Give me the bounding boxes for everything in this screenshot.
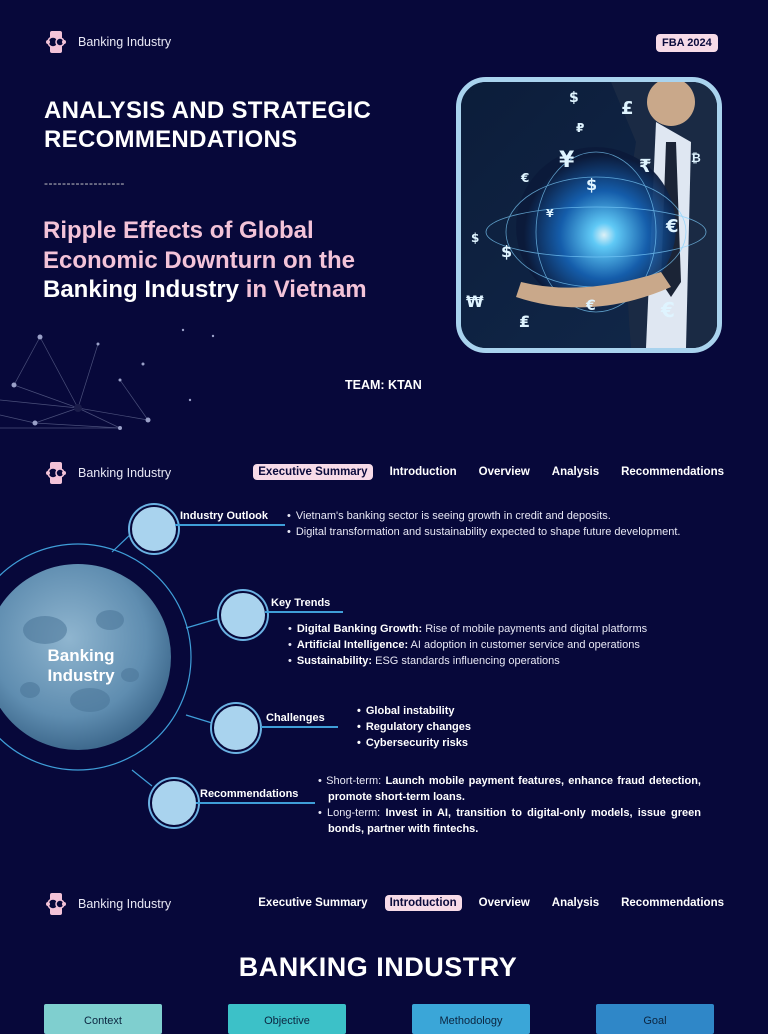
- key-trends-list: [288, 621, 728, 669]
- brand-name: Banking Industry: [78, 35, 172, 49]
- subtitle: [43, 216, 403, 305]
- label-recommendations: Recommendations: [196, 788, 315, 804]
- nav-recommendations[interactable]: Recommendations: [621, 897, 724, 909]
- brand-name: Banking Industry: [78, 466, 172, 480]
- network-decoration: [0, 320, 230, 440]
- subtitle-part-1: Ripple Effects of Global Economic Downturn on the: [43, 217, 355, 274]
- svg-text:₤: ₤: [519, 312, 531, 331]
- subtitle-part-4: Vietnam: [273, 276, 367, 303]
- card-context[interactable]: Context: [44, 1004, 162, 1034]
- node-recommendations[interactable]: [150, 779, 198, 827]
- bank-logo-icon: [44, 29, 68, 55]
- svg-text:€: €: [666, 216, 679, 237]
- nav-recommendations[interactable]: Recommendations: [621, 466, 724, 478]
- svg-text:¥: ¥: [559, 148, 575, 173]
- svg-text:€: €: [586, 298, 596, 314]
- svg-text:₩: ₩: [466, 292, 484, 311]
- list-item: • Sustainability: ESG standards influencing operations: [288, 653, 728, 669]
- list-item: • Vietnam's banking sector is seeing growth in credit and deposits.: [287, 508, 757, 524]
- brand-name: Banking Industry: [78, 897, 172, 911]
- card-objective[interactable]: Objective: [228, 1004, 346, 1034]
- node-challenges[interactable]: [212, 704, 260, 752]
- node-industry-outlook[interactable]: [130, 505, 178, 553]
- label-industry-outlook: Industry Outlook: [175, 510, 285, 526]
- divider: ------------------: [44, 176, 125, 190]
- node-key-trends[interactable]: [219, 591, 267, 639]
- nav-introduction[interactable]: Introduction: [389, 466, 457, 478]
- bank-logo-icon: [44, 891, 68, 917]
- globe-currency-illustration: [461, 82, 717, 348]
- section-title: BANKING INDUSTRY: [238, 952, 518, 982]
- svg-text:₿: ₿: [691, 151, 701, 165]
- card-goal[interactable]: Goal: [596, 1004, 714, 1034]
- list-item: • Regulatory changes: [357, 719, 557, 735]
- center-label-line-1: Banking: [47, 646, 115, 665]
- nav-bar-1: [241, 464, 729, 480]
- svg-text:$: $: [471, 231, 480, 245]
- title-line-2: RECOMMENDATIONS: [44, 126, 298, 153]
- subtitle-part-2: Banking Industry: [43, 276, 240, 303]
- nav-executive-summary[interactable]: Executive Summary: [253, 464, 372, 480]
- bank-logo-icon: [44, 460, 68, 486]
- svg-text:€: €: [661, 298, 675, 322]
- recommendation-long-term: • Long-term: Invest in AI, transition to digital-only models, issue green bonds, partner with fintechs.: [318, 807, 701, 835]
- challenges-list: [357, 703, 557, 751]
- label-key-trends: Key Trends: [265, 597, 343, 613]
- nav-bar-2: [241, 895, 729, 911]
- nav-analysis[interactable]: Analysis: [551, 466, 600, 478]
- center-label-line-2: Industry: [47, 666, 115, 685]
- recommendations-list: [318, 773, 701, 837]
- card-methodology[interactable]: Methodology: [412, 1004, 530, 1034]
- brand-header-3[interactable]: [44, 891, 171, 917]
- label-challenges: Challenges: [261, 712, 338, 728]
- brand-header-2[interactable]: [44, 460, 171, 486]
- list-item: • Digital transformation and sustainability expected to shape future development.: [287, 524, 757, 540]
- center-label: [36, 646, 126, 686]
- nav-executive-summary[interactable]: Executive Summary: [258, 897, 368, 909]
- industry-outlook-list: [287, 508, 757, 540]
- team-label: TEAM: KTAN: [345, 378, 422, 392]
- svg-text:$: $: [586, 175, 598, 194]
- svg-text:£: £: [621, 98, 634, 119]
- nav-analysis[interactable]: Analysis: [551, 897, 600, 909]
- svg-text:₽: ₽: [576, 121, 585, 135]
- list-item: • Global instability: [357, 703, 557, 719]
- hero-image: [456, 77, 722, 353]
- nav-overview[interactable]: Overview: [478, 897, 530, 909]
- list-item: • Digital Banking Growth: Rise of mobile payments and digital platforms: [288, 621, 728, 637]
- svg-text:₹: ₹: [639, 156, 652, 177]
- recommendation-short-term: • Short-term: Launch mobile payment features, enhance fraud detection, promote short-term loans.: [318, 775, 701, 803]
- svg-text:€: €: [521, 171, 530, 185]
- list-item: • Cybersecurity risks: [357, 735, 557, 751]
- year-badge: FBA 2024: [656, 34, 718, 52]
- svg-text:$: $: [569, 90, 579, 106]
- list-item: • Artificial Intelligence: AI adoption in customer service and operations: [288, 637, 728, 653]
- nav-overview[interactable]: Overview: [478, 466, 530, 478]
- subtitle-part-3: in: [239, 276, 274, 303]
- svg-text:$: $: [501, 242, 513, 261]
- nav-introduction[interactable]: Introduction: [385, 895, 462, 911]
- title-line-1: ANALYSIS AND STRATEGIC: [44, 97, 372, 124]
- svg-text:¥: ¥: [546, 207, 554, 220]
- brand-header-1[interactable]: [44, 29, 171, 55]
- page-title: [44, 96, 371, 154]
